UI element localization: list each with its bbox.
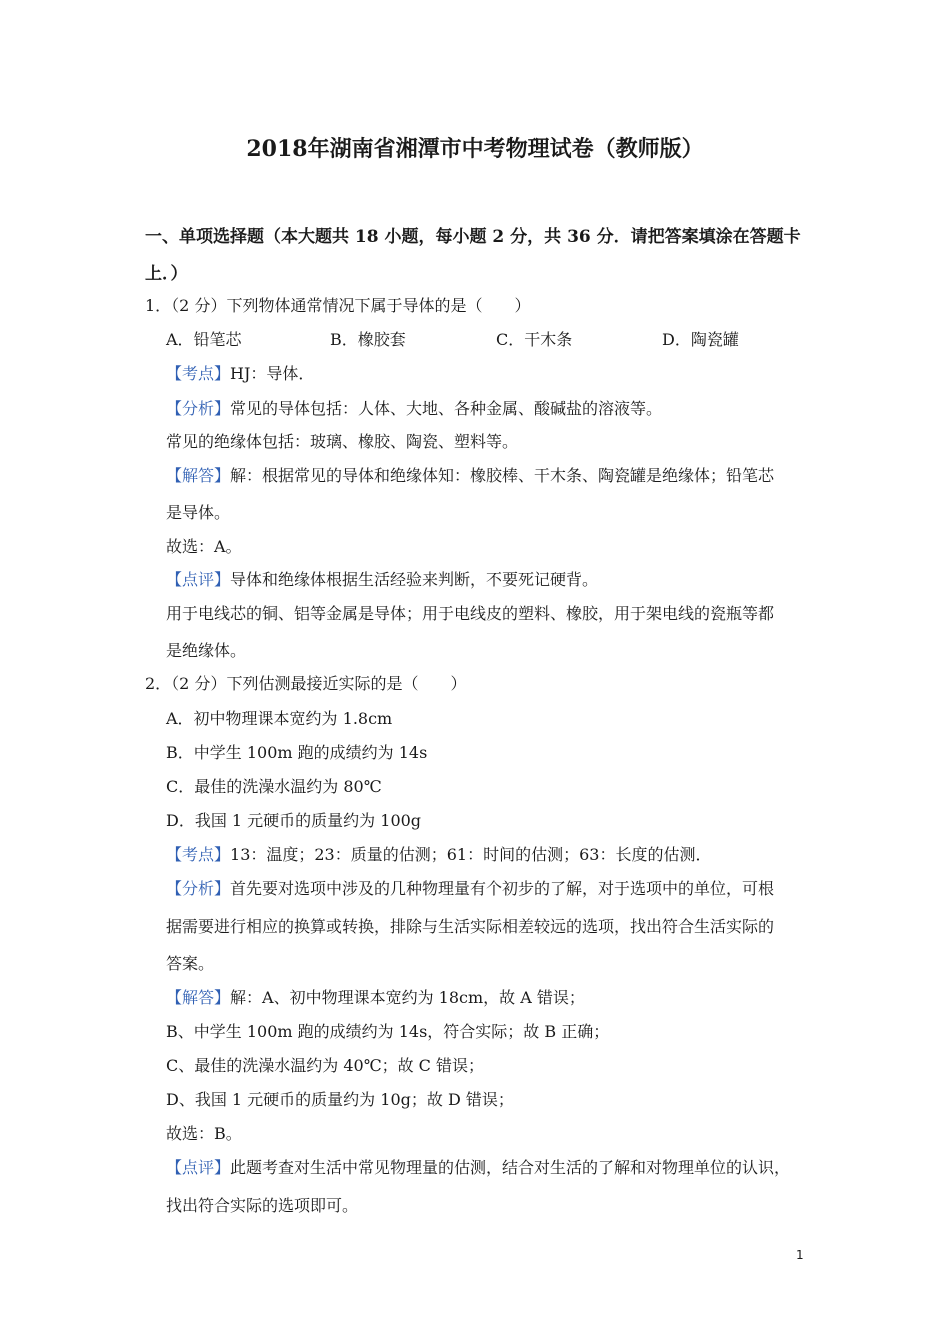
jieda-text: 解：A、初中物理课本宽约为 18cm，故 A 错误； [230,988,585,1007]
question-2-stem: 2．（2 分）下列估测最接近实际的是（ ） [145,674,467,693]
q1-option-b: B．橡胶套 [330,330,406,349]
page-title: 2018年湖南省湘潭市中考物理试卷（教师版） [246,136,704,162]
q1-dianping-line2: 用于电线芯的铜、铝等金属是导体；用于电线皮的塑料、橡胶，用于架电线的瓷瓶等都 [166,604,775,623]
q2-option-a: A．初中物理课本宽约为 1.8cm [166,709,393,728]
q2-dianping-line2: 找出符合实际的选项即可。 [166,1196,359,1215]
section-heading-line2: 上．） [145,264,188,284]
q1-fenxi-line2: 常见的绝缘体包括：玻璃、橡胶、陶瓷、塑料等。 [166,432,519,451]
jieda-text: 解：根据常见的导体和绝缘体知：橡胶棒、干木条、陶瓷罐是绝缘体；铅笔芯 [230,466,775,485]
q1-jieda [166,463,774,486]
q1-answer: 故选：A。 [166,537,242,556]
jieda-tag: 【解答】 [166,988,231,1007]
q1-option-c: C．干木条 [496,330,573,349]
fenxi-tag: 【分析】 [166,399,231,418]
q1-fenxi [166,396,662,419]
q2-fenxi-line2: 据需要进行相应的换算或转换，排除与生活实际相差较远的选项，找出符合生活实际的 [166,917,775,936]
q2-option-b: B．中学生 100m 跑的成绩约为 14s [166,743,428,762]
q2-jieda [166,985,585,1008]
q1-jieda-line2: 是导体。 [166,503,231,522]
page-number: 1 [796,1248,804,1262]
dianping-text: 导体和绝缘体根据生活经验来判断，不要死记硬背。 [230,570,599,589]
fenxi-text: 常见的导体包括：人体、大地、各种金属、酸碱盐的溶液等。 [230,399,663,418]
q1-option-d: D．陶瓷罐 [662,330,739,349]
section-heading-line1: 一、单项选择题（本大题共 18 小题，每小题 2 分，共 36 分．请把答案填涂在答题卡 [145,227,801,247]
fenxi-tag: 【分析】 [166,879,231,898]
kaodian-tag: 【考点】 [166,845,231,864]
q2-jieda-line2: B、中学生 100m 跑的成绩约为 14s，符合实际；故 B 正确； [166,1022,610,1041]
q2-kaodian [166,842,711,865]
dianping-tag: 【点评】 [166,1158,231,1177]
q2-answer: 故选：B。 [166,1124,242,1143]
jieda-tag: 【解答】 [166,466,231,485]
q2-fenxi-line3: 答案。 [166,954,215,973]
question-1-stem: 1．（2 分）下列物体通常情况下属于导体的是（ ） [145,296,531,315]
q2-dianping [166,1155,790,1178]
q2-jieda-line4: D、我国 1 元硬币的质量约为 10g；故 D 错误； [166,1090,514,1109]
q1-dianping [166,567,598,590]
q1-option-a: A．铅笔芯 [166,330,242,349]
dianping-text: 此题考查对生活中常见物理量的估测，结合对生活的了解和对物理单位的认识， [230,1158,791,1177]
fenxi-text: 首先要对选项中涉及的几种物理量有个初步的了解，对于选项中的单位，可根 [230,879,775,898]
q2-fenxi [166,876,774,899]
kaodian-tag: 【考点】 [166,364,231,383]
kaodian-text: HJ：导体． [230,364,315,383]
q2-option-d: D．我国 1 元硬币的质量约为 100g [166,811,422,830]
q2-option-c: C．最佳的洗澡水温约为 80℃ [166,777,382,796]
kaodian-text: 13：温度；23：质量的估测；61：时间的估测；63：长度的估测． [230,845,712,864]
q1-kaodian [166,361,314,384]
dianping-tag: 【点评】 [166,570,231,589]
q2-jieda-line3: C、最佳的洗澡水温约为 40℃；故 C 错误； [166,1056,485,1075]
q1-dianping-line3: 是绝缘体。 [166,641,247,660]
